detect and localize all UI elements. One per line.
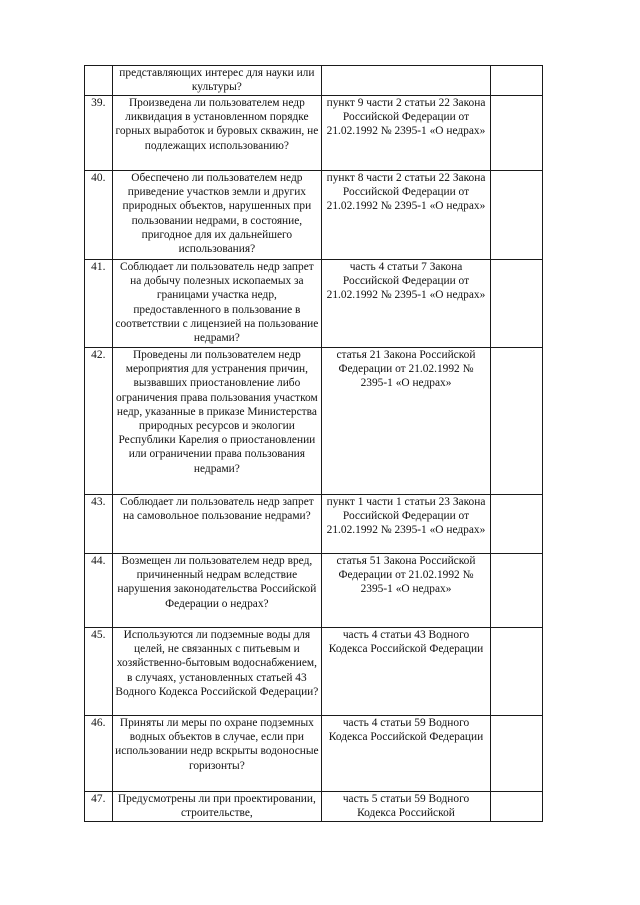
- question-cell: Предусмотрены ли при проектировании, строительстве,: [112, 792, 322, 822]
- row-number: 42.: [85, 348, 113, 495]
- mark-cell: [490, 716, 542, 792]
- mark-cell: [490, 96, 542, 171]
- table-row: [85, 495, 543, 554]
- row-number: 47.: [85, 792, 113, 822]
- legal-basis-cell: часть 4 статьи 7 Закона Российской Федерации от 21.02.1992 № 2395-1 «О недрах»: [322, 260, 491, 348]
- row-number: 46.: [85, 716, 113, 792]
- mark-cell: [490, 792, 542, 822]
- legal-basis-cell: часть 4 статьи 43 Водного Кодекса Российской Федерации: [322, 628, 491, 716]
- mark-cell: [490, 554, 542, 628]
- question-cell: Соблюдает ли пользователь недр запрет на самовольное пользование недрами?: [112, 495, 322, 554]
- mark-cell: [490, 628, 542, 716]
- mark-cell: [490, 66, 542, 96]
- legal-basis-cell: пункт 9 части 2 статьи 22 Закона Российской Федерации от 21.02.1992 № 2395-1 «О недрах»: [322, 96, 491, 171]
- row-number: [85, 66, 113, 96]
- question-cell: Произведена ли пользователем недр ликвидация в установленном порядке горных выработок и буровых скважин, не подлежащих использованию?: [112, 96, 322, 171]
- table-row: [85, 628, 543, 716]
- row-number: 45.: [85, 628, 113, 716]
- legal-basis-cell: часть 4 статьи 59 Водного Кодекса Российской Федерации: [322, 716, 491, 792]
- legal-basis-cell: статья 51 Закона Российской Федерации от 21.02.1992 № 2395-1 «О недрах»: [322, 554, 491, 628]
- question-cell: Используются ли подземные воды для целей, не связанных с питьевым и хозяйственно-бытовым водоснабжением, в случаях, установленных статьей 43 Водного Кодекса Российской Федерации?: [112, 628, 322, 716]
- question-cell: Проведены ли пользователем недр мероприятия для устранения причин, вызвавших приостановление либо ограничения права пользования участком недр, указанные в приказе Министерства природных ресурсов и экологии Республики Карелия о приостановлении или ограничении права пользования недрами?: [112, 348, 322, 495]
- question-cell: Обеспечено ли пользователем недр приведение участков земли и других природных объектов, нарушенных при пользовании недрами, в состояние, пригодное для их дальнейшего использования?: [112, 171, 322, 260]
- question-cell: Возмещен ли пользователем недр вред, причиненный недрам вследствие нарушения законодательства Российской Федерации о недрах?: [112, 554, 322, 628]
- table-row: [85, 348, 543, 495]
- mark-cell: [490, 260, 542, 348]
- mark-cell: [490, 495, 542, 554]
- table-row: [85, 792, 543, 822]
- table-row: [85, 716, 543, 792]
- legal-basis-cell: пункт 1 части 1 статьи 23 Закона Российской Федерации от 21.02.1992 № 2395-1 «О недрах»: [322, 495, 491, 554]
- table-row: [85, 171, 543, 260]
- row-number: 41.: [85, 260, 113, 348]
- mark-cell: [490, 171, 542, 260]
- row-number: 44.: [85, 554, 113, 628]
- table-row: [85, 66, 543, 96]
- row-number: 40.: [85, 171, 113, 260]
- legal-basis-cell: часть 5 статьи 59 Водного Кодекса Российской: [322, 792, 491, 822]
- legal-basis-cell: статья 21 Закона Российской Федерации от 21.02.1992 № 2395-1 «О недрах»: [322, 348, 491, 495]
- question-cell: Соблюдает ли пользователь недр запрет на добычу полезных ископаемых за границами участка недр, предоставленного в пользование в соответствии с лицензией на пользование недрами?: [112, 260, 322, 348]
- question-cell: Приняты ли меры по охране подземных водных объектов в случае, если при использовании недр вскрыты водоносные горизонты?: [112, 716, 322, 792]
- question-cell: представляющих интерес для науки или культуры?: [112, 66, 322, 96]
- legal-basis-cell: [322, 66, 491, 96]
- row-number: 43.: [85, 495, 113, 554]
- row-number: 39.: [85, 96, 113, 171]
- table-row: [85, 96, 543, 171]
- table-row: [85, 554, 543, 628]
- checklist-table: [84, 65, 543, 822]
- mark-cell: [490, 348, 542, 495]
- table-row: [85, 260, 543, 348]
- legal-basis-cell: пункт 8 части 2 статьи 22 Закона Российской Федерации от 21.02.1992 № 2395-1 «О недрах»: [322, 171, 491, 260]
